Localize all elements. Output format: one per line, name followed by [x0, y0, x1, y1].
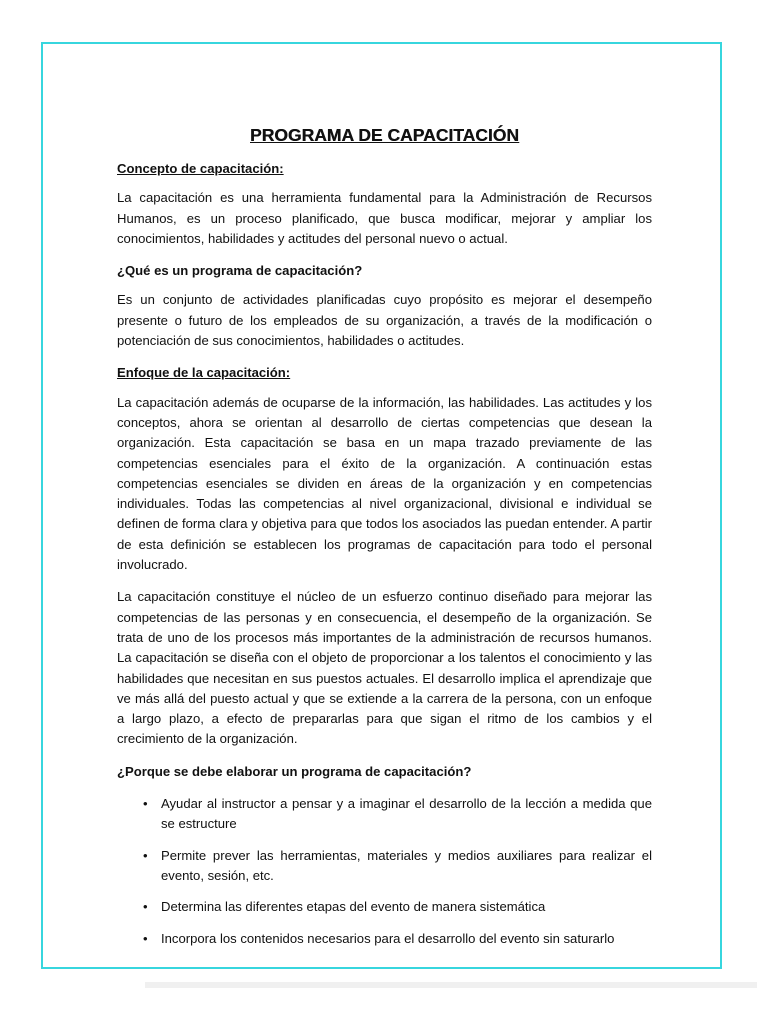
bullet-icon: •	[143, 796, 148, 812]
page-shadow	[145, 982, 757, 988]
list-item-text: Determina las diferentes etapas del evento de manera sistemática	[161, 899, 546, 915]
list-item-text: Ayudar al instructor a pensar y a imaginar el desarrollo de la lección a medida que se estructure	[161, 796, 652, 832]
heading-concepto: Concepto de capacitación:	[117, 161, 284, 176]
list-item	[143, 929, 652, 949]
heading-que-es: ¿Qué es un programa de capacitación?	[117, 263, 363, 279]
paragraph-enfoque-2: La capacitación constituye el núcleo de un esfuerzo continuo diseñado para mejorar las competencias de las personas y en consecuencia, el desempeño de la organización. Se trata de uno de los procesos más importantes de la administración de recursos humanos. La capacitación se diseña con el objeto de proporcionar a los talentos el conocimiento y las habilidades que necesitan en sus puestos actuales. El desarrollo implica el aprendizaje que ve más allá del puesto actual y que se extiende a la carrera de la persona, con un enfoque a largo plazo, a efecto de prepararlas para que sigan el ritmo de los cambios y el crecimiento de la organización.	[117, 589, 652, 747]
list-item-text: Permite prever las herramientas, materiales y medios auxiliares para realizar el evento, sesión, etc.	[161, 847, 652, 883]
paragraph-que-es: Es un conjunto de actividades planificadas cuyo propósito es mejorar el desempeño presente o futuro de los empleados de su organización, a través de la modificación o potenciación de sus conocimientos, habilidades o actitudes.	[117, 292, 652, 349]
list-item-text: Incorpora los contenidos necesarios para el desarrollo del evento sin saturarlo	[161, 930, 615, 946]
list-item	[143, 846, 652, 887]
heading-porque: ¿Porque se debe elaborar un programa de capacitación?	[117, 763, 472, 779]
list-item	[143, 897, 652, 917]
list-item	[143, 794, 652, 835]
document-title: PROGRAMA DE CAPACITACIÓN	[250, 125, 519, 145]
bullet-icon: •	[143, 930, 148, 946]
bullet-icon: •	[143, 847, 148, 863]
reasons-list	[117, 794, 652, 949]
heading-enfoque: Enfoque de la capacitación:	[117, 365, 291, 381]
paragraph-concepto: La capacitación es una herramienta fundamental para la Administración de Recursos Humanos, es un proceso planificado, que busca modificar, mejorar y ampliar los conocimientos, habilidades y actitudes del personal nuevo o actual.	[117, 190, 652, 246]
document-body	[117, 122, 652, 960]
paragraph-enfoque-1: La capacitación además de ocuparse de la información, las habilidades. Las actitudes y los conceptos, ahora se orientan al desarrollo de ciertas competencias que desean la organización. Esta capacitación se basa en un mapa trazado previamente de las competencias esenciales para el éxito de la organización. A continuación estas competencias esenciales se dividen en áreas de la organización y en competencias individuales. Todas las competencias al nivel organizacional, divisional e individual se definen de forma clara y objetiva para que todos los asociados las puedan entender. A partir de esta definición se establecen los programas de capacitación para todo el personal involucrado.	[117, 394, 652, 573]
bullet-icon: •	[143, 899, 148, 915]
